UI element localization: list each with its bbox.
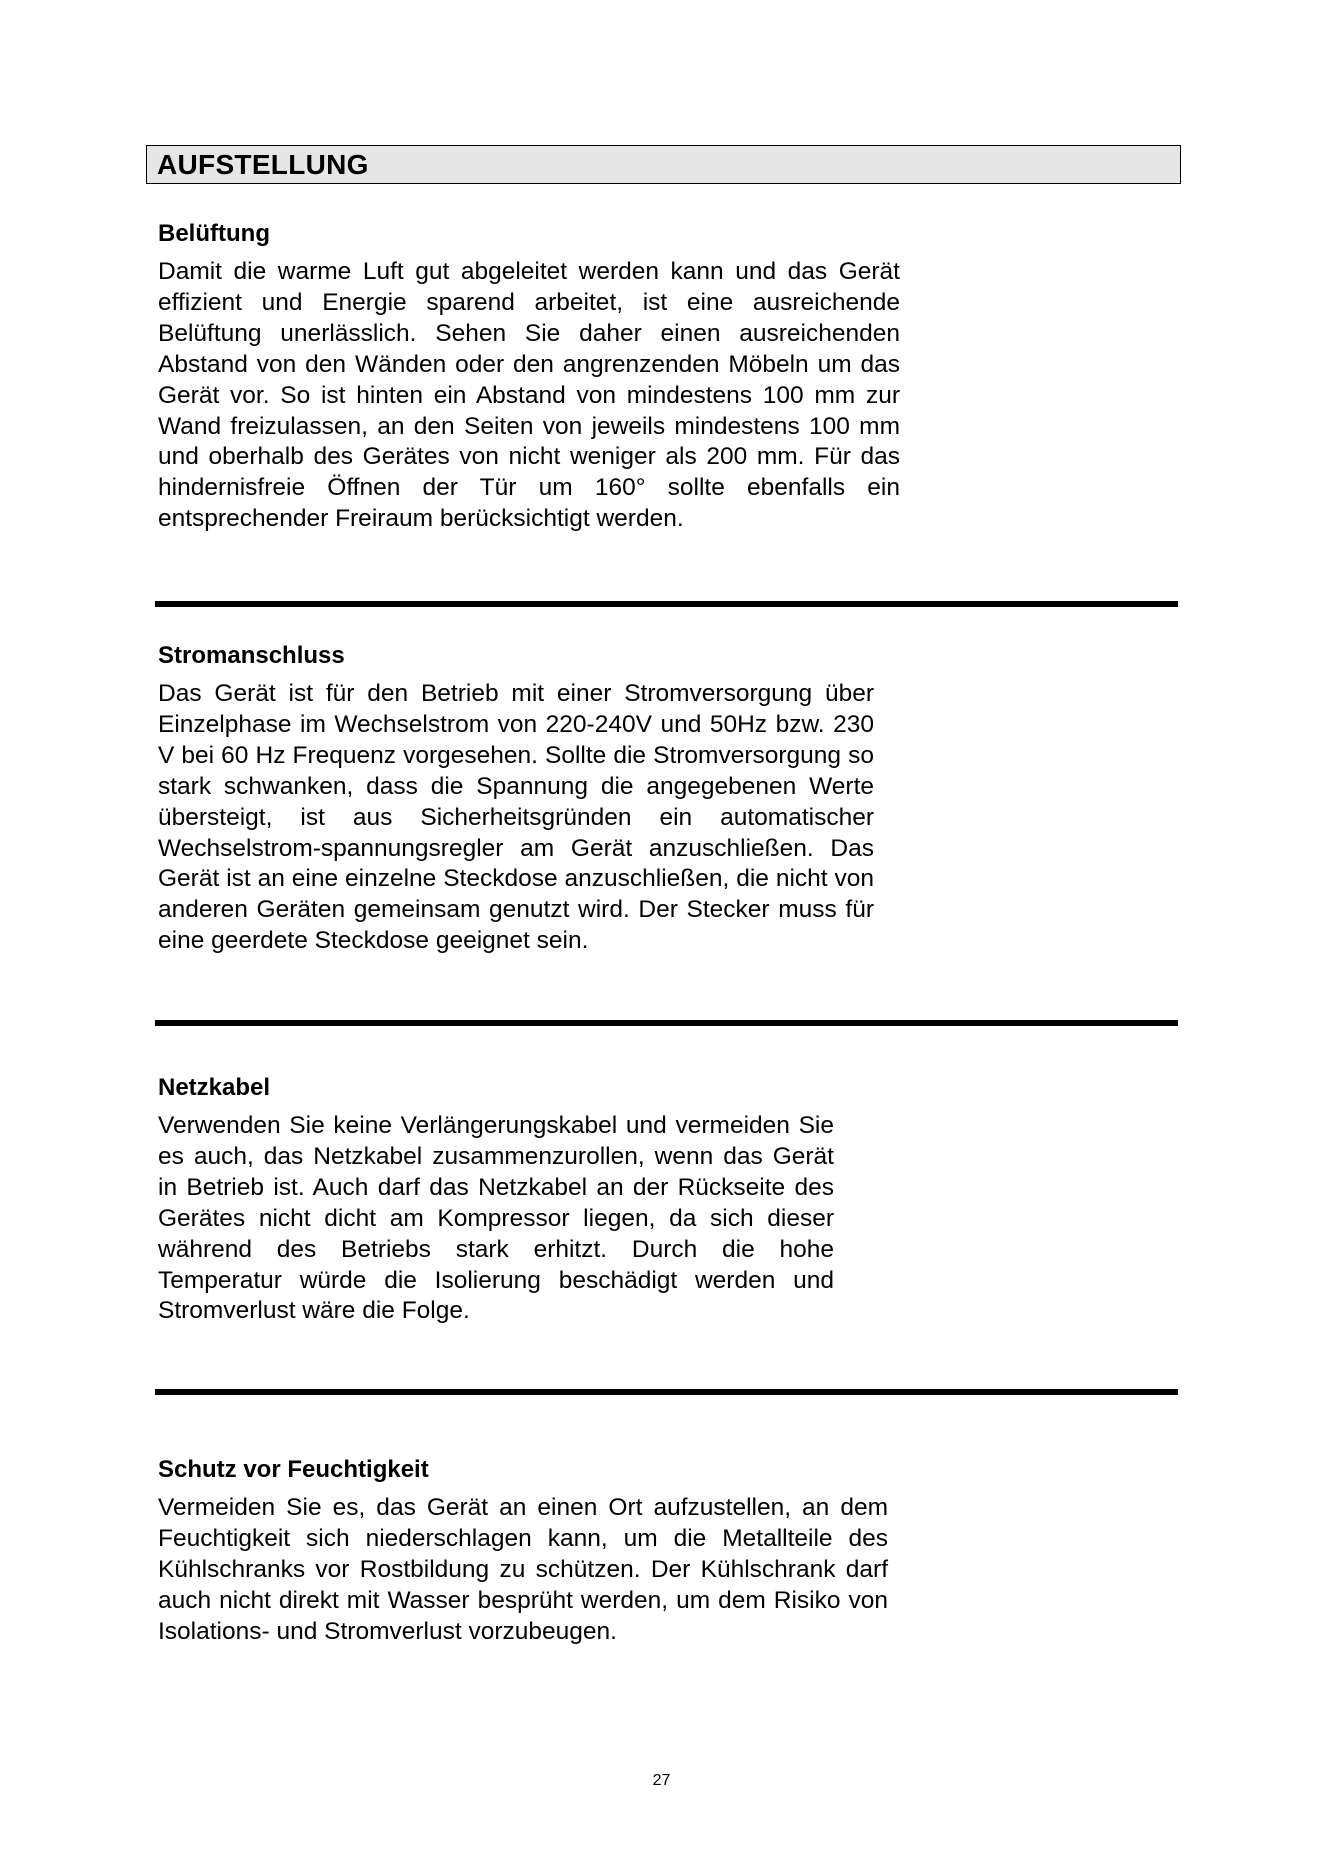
section-divider: [155, 1389, 1178, 1395]
section-paragraph: Das Gerät ist für den Betrieb mit einer Stromversorgung über Einzelphase im Wechselstrom von 220-240V und 50Hz bzw. 230 V bei 60 Hz Frequenz vorgesehen. Sollte die Stromversorgung so stark schwanken, dass die Spannung die angegebenen Werte übersteigt, ist aus Sicherheitsgründen ein automatischer Wechselstrom-spannungsregler am Gerät anzuschließen. Das Gerät ist an eine einzelne Steckdose anzuschließen, die nicht von anderen Geräten gemeinsam genutzt wird. Der Stecker muss für eine geerdete Steckdose geeignet sein.: [158, 680, 874, 955]
section-divider: [155, 601, 1178, 607]
section-heading: Belüftung: [158, 220, 270, 247]
section-header-bar: [146, 145, 1181, 184]
page-number: 27: [652, 1772, 671, 1789]
section-heading: Netzkabel: [158, 1074, 271, 1101]
section-divider: [155, 1020, 1178, 1026]
section-paragraph: Damit die warme Luft gut abgeleitet werden kann und das Gerät effizient und Energie sparend arbeitet, ist eine ausreichende Belüftung unerlässlich. Sehen Sie daher einen ausreichenden Abstand von den Wänden oder den angrenzenden Möbeln um das Gerät vor. So ist hinten ein Abstand von mindestens 100 mm zur Wand freizulassen, an den Seiten von jeweils mindestens 100 mm und oberhalb des Gerätes von nicht weniger als 200 mm. Für das hindernisfreie Öffnen der Tür um 160° sollte ebenfalls ein entsprechender Freiraum berücksichtigt werden.: [158, 258, 900, 533]
page-title: AUFSTELLUNG: [157, 149, 369, 180]
section-heading: Stromanschluss: [158, 642, 345, 669]
section-belueftung: [158, 219, 900, 535]
section-paragraph: Vermeiden Sie es, das Gerät an einen Ort aufzustellen, an dem Feuchtigkeit sich niederschlagen kann, um die Metallteile des Kühlschranks vor Rostbildung zu schützen. Der Kühlschrank darf auch nicht direkt mit Wasser besprüht werden, um dem Risiko von Isolations- und Stromverlust vorzubeugen.: [158, 1494, 888, 1645]
section-stromanschluss: [158, 641, 874, 957]
section-netzkabel: [158, 1073, 834, 1327]
section-schutz-vor-feuchtigkeit: [158, 1455, 888, 1648]
section-paragraph: Verwenden Sie keine Verlängerungskabel und vermeiden Sie es auch, das Netzkabel zusammenzurollen, wenn das Gerät in Betrieb ist. Auch darf das Netzkabel an der Rückseite des Gerätes nicht dicht am Kompressor liegen, da sich dieser während des Betriebs stark erhitzt. Durch die hohe Temperatur würde die Isolierung beschädigt werden und Stromverlust wäre die Folge.: [158, 1112, 834, 1325]
section-heading: Schutz vor Feuchtigkeit: [158, 1456, 429, 1483]
